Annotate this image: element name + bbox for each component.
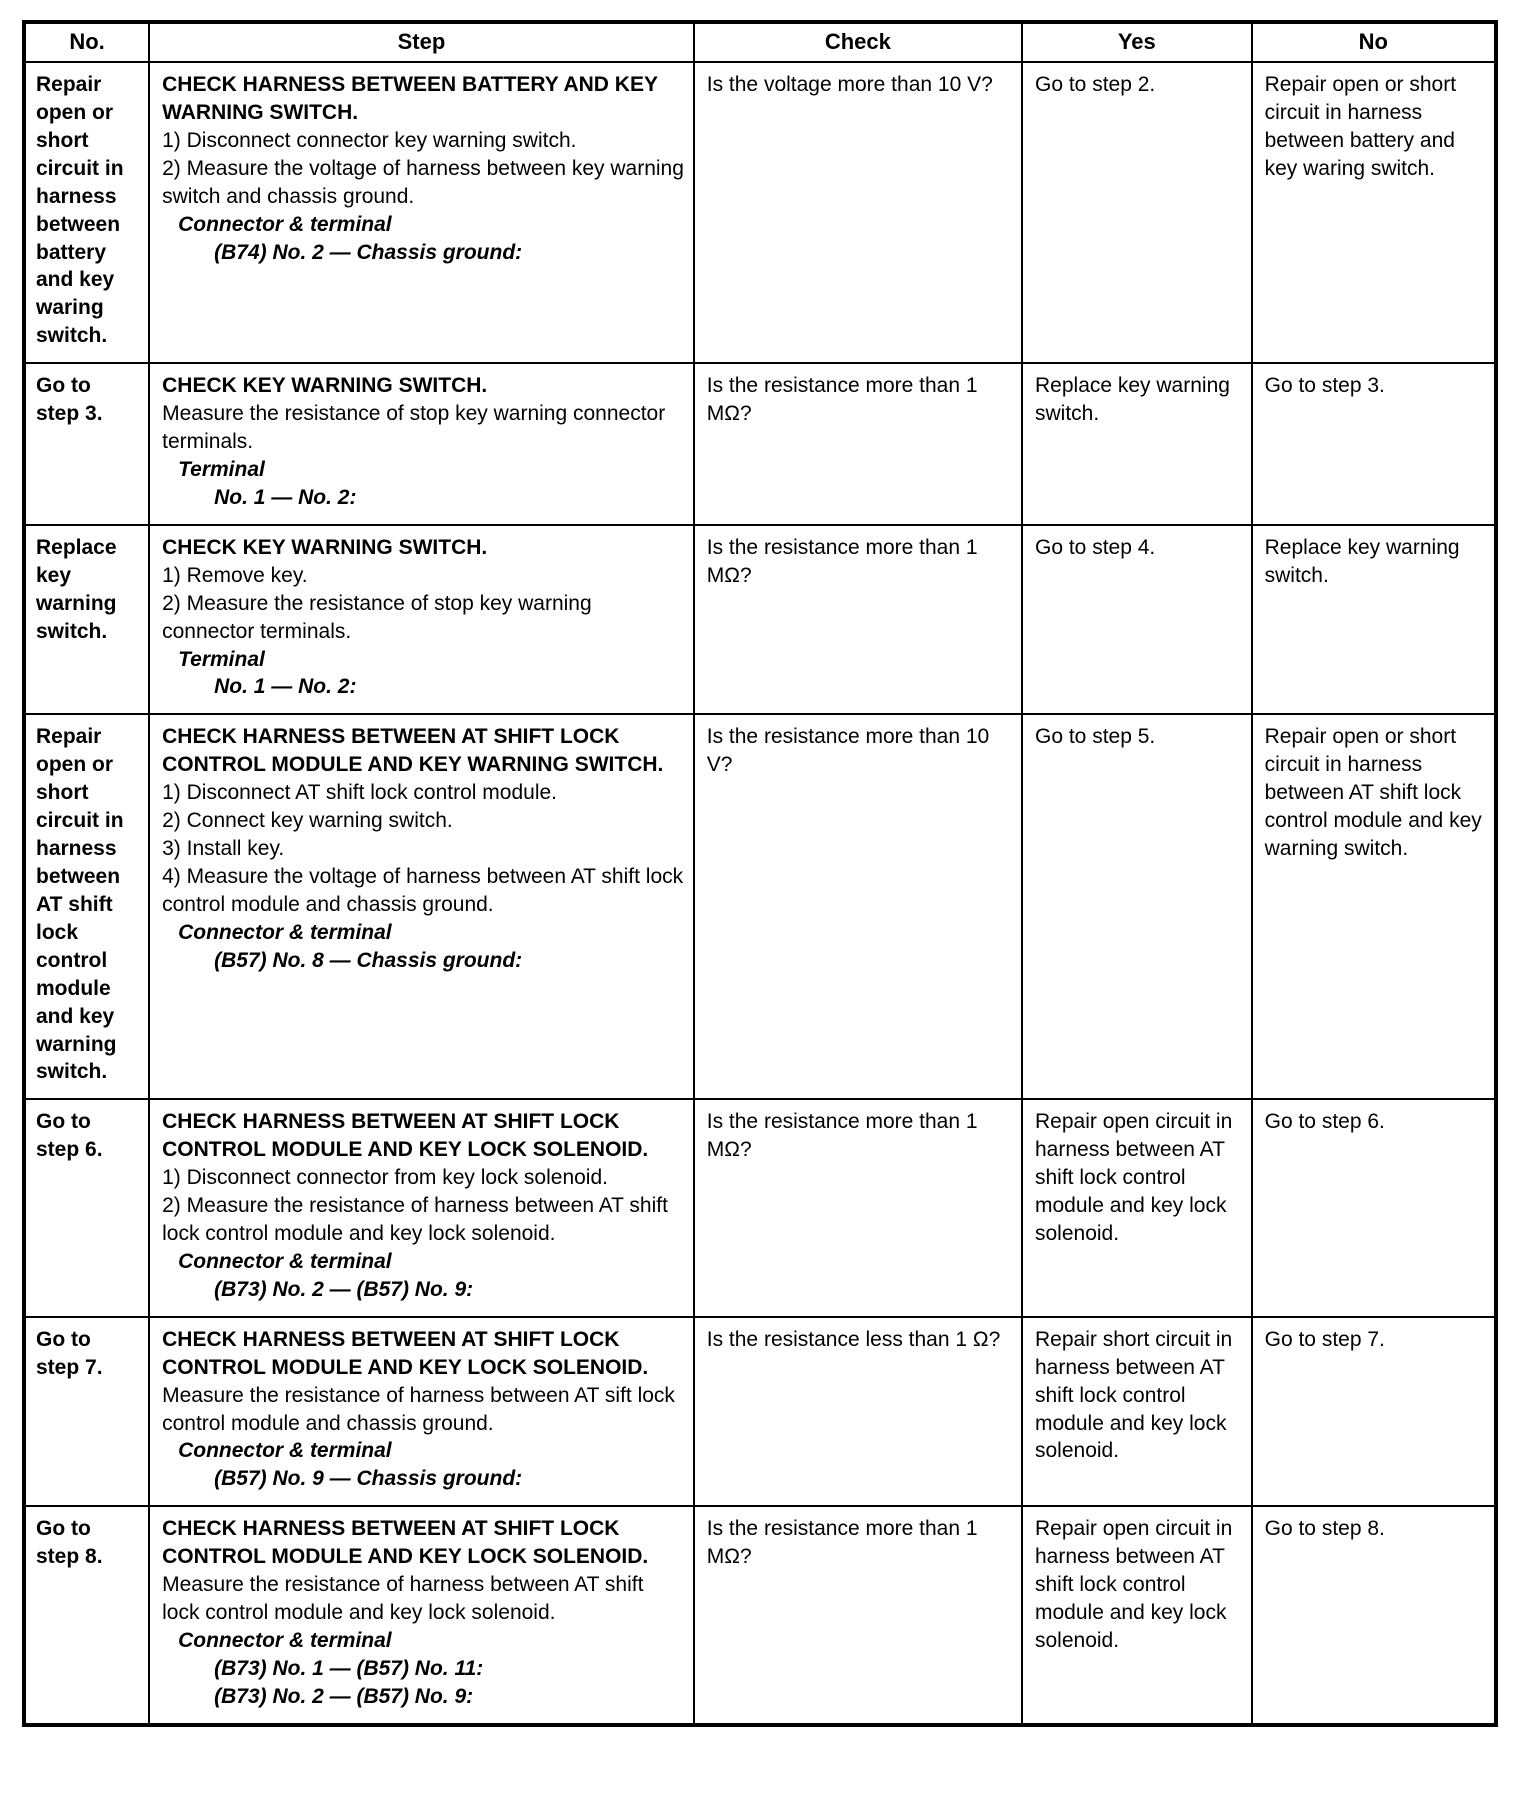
step-title: CHECK HARNESS BETWEEN AT SHIFT LOCK CONTROL MODULE AND KEY LOCK SOLENOID. — [162, 1110, 649, 1162]
no-result-cell: Go to step 6. — [1252, 1099, 1496, 1316]
step-title: CHECK HARNESS BETWEEN AT SHIFT LOCK CONTROL MODULE AND KEY LOCK SOLENOID. — [162, 1327, 649, 1379]
header-yes: Yes — [1022, 22, 1252, 62]
table-header — [24, 22, 1496, 62]
step-cell — [149, 1099, 694, 1316]
yes-result-cell: Go to step 5. — [1022, 714, 1252, 1099]
step-title: CHECK HARNESS BETWEEN BATTERY AND KEY WARNING SWITCH. — [162, 73, 658, 124]
step-title: CHECK KEY WARNING SWITCH. — [162, 535, 488, 559]
step-cell — [149, 1317, 694, 1507]
step-title: CHECK HARNESS BETWEEN AT SHIFT LOCK CONTROL MODULE AND KEY LOCK SOLENOID. — [162, 1517, 649, 1569]
step-instruction: Measure the resistance of harness between AT sift lock control module and chassis ground. — [162, 1383, 675, 1435]
no-result-cell: Repair open or short circuit in harness between AT shift lock control module and key warning switch. — [1252, 714, 1496, 1099]
check-cell: Is the resistance more than 1 MΩ? — [694, 363, 1022, 525]
terminal-note-detail: (B73) No. 2 — (B57) No. 9: — [214, 1277, 474, 1301]
table-row — [24, 1099, 1496, 1316]
check-cell: Is the resistance more than 1 MΩ? — [694, 1099, 1022, 1316]
no-result-cell: Go to step 3. — [1252, 363, 1496, 525]
step-cell — [149, 525, 694, 715]
check-cell: Is the resistance less than 1 Ω? — [694, 1317, 1022, 1507]
terminal-note-detail: (B57) No. 9 — Chassis ground: — [214, 1467, 523, 1491]
table-row — [24, 363, 1496, 525]
step-number-cell: Go to step 7. — [24, 1317, 149, 1507]
terminal-note-detail: No. 1 — No. 2: — [214, 675, 357, 699]
step-title: CHECK KEY WARNING SWITCH. — [162, 374, 488, 398]
terminal-note-detail: (B73) No. 1 — (B57) No. 11: — [214, 1656, 484, 1680]
step-instruction: 1) Disconnect connector from key lock solenoid. — [162, 1166, 608, 1190]
terminal-note-detail: No. 1 — No. 2: — [214, 485, 357, 509]
header-step: Step — [149, 22, 694, 62]
table-row — [24, 714, 1496, 1099]
step-cell — [149, 62, 694, 363]
step-instruction: 2) Measure the voltage of harness between key warning switch and chassis ground. — [162, 156, 684, 208]
step-instruction: 1) Disconnect AT shift lock control module. — [162, 781, 558, 805]
step-instruction: 4) Measure the voltage of harness between AT shift lock control module and chassis ground. — [162, 864, 684, 916]
step-cell — [149, 363, 694, 525]
yes-result-cell: Go to step 2. — [1022, 62, 1252, 363]
step-number-cell: Go to step 3. — [24, 363, 149, 525]
step-number-cell: Go to step 8. — [24, 1506, 149, 1724]
header-check: Check — [694, 22, 1022, 62]
table-row — [24, 1317, 1496, 1507]
step-instruction: 2) Measure the resistance of harness between AT shift lock control module and key lock solenoid. — [162, 1194, 668, 1246]
table-row — [24, 62, 1496, 363]
step-number-cell: Replace key warning switch. — [24, 525, 149, 715]
terminal-note-detail: (B73) No. 2 — (B57) No. 9: — [214, 1684, 474, 1708]
step-instruction: 1) Disconnect connector key warning switch. — [162, 128, 577, 152]
terminal-note-heading: Connector & terminal — [178, 920, 392, 944]
no-result-cell: Repair open or short circuit in harness between battery and key waring switch. — [1252, 62, 1496, 363]
no-result-cell: Go to step 7. — [1252, 1317, 1496, 1507]
step-number-cell: Go to step 6. — [24, 1099, 149, 1316]
yes-result-cell: Replace key warning switch. — [1022, 363, 1252, 525]
step-cell — [149, 714, 694, 1099]
terminal-note-detail: (B74) No. 2 — Chassis ground: — [214, 240, 523, 264]
table-row — [24, 1506, 1496, 1724]
terminal-note-heading: Terminal — [178, 647, 265, 671]
terminal-note-heading: Terminal — [178, 457, 265, 481]
step-instruction: Measure the resistance of stop key warning connector terminals. — [162, 402, 666, 454]
terminal-note-heading: Connector & terminal — [178, 1629, 392, 1653]
yes-result-cell: Repair open circuit in harness between AT shift lock control module and key lock solenoid. — [1022, 1099, 1252, 1316]
check-cell: Is the resistance more than 10 V? — [694, 714, 1022, 1099]
step-title: CHECK HARNESS BETWEEN AT SHIFT LOCK CONTROL MODULE AND KEY WARNING SWITCH. — [162, 725, 664, 777]
check-cell: Is the resistance more than 1 MΩ? — [694, 525, 1022, 715]
terminal-note-heading: Connector & terminal — [178, 1249, 392, 1273]
step-number-cell: Repair open or short circuit in harness between battery and key waring switch. — [24, 62, 149, 363]
header-row — [24, 22, 1496, 62]
step-cell — [149, 1506, 694, 1724]
table-row — [24, 525, 1496, 715]
step-instruction: 2) Measure the resistance of stop key warning connector terminals. — [162, 591, 592, 643]
check-cell: Is the voltage more than 10 V? — [694, 62, 1022, 363]
terminal-note-heading: Connector & terminal — [178, 1439, 392, 1463]
table-body — [24, 62, 1496, 1725]
yes-result-cell: Repair short circuit in harness between AT shift lock control module and key lock solenoid. — [1022, 1317, 1252, 1507]
step-instruction: Measure the resistance of harness between AT shift lock control module and key lock solenoid. — [162, 1573, 644, 1625]
terminal-note-detail: (B57) No. 8 — Chassis ground: — [214, 948, 523, 972]
header-no-result: No — [1252, 22, 1496, 62]
check-cell: Is the resistance more than 1 MΩ? — [694, 1506, 1022, 1724]
no-result-cell: Replace key warning switch. — [1252, 525, 1496, 715]
yes-result-cell: Go to step 4. — [1022, 525, 1252, 715]
no-result-cell: Go to step 8. — [1252, 1506, 1496, 1724]
diagnostics-table — [22, 20, 1498, 1727]
terminal-note-heading: Connector & terminal — [178, 212, 392, 236]
step-instruction: 2) Connect key warning switch. — [162, 809, 453, 833]
step-instruction: 1) Remove key. — [162, 563, 308, 587]
step-number-cell: Repair open or short circuit in harness between AT shift lock control module and key warning switch. — [24, 714, 149, 1099]
header-no: No. — [24, 22, 149, 62]
step-instruction: 3) Install key. — [162, 837, 285, 861]
yes-result-cell: Repair open circuit in harness between AT shift lock control module and key lock solenoid. — [1022, 1506, 1252, 1724]
